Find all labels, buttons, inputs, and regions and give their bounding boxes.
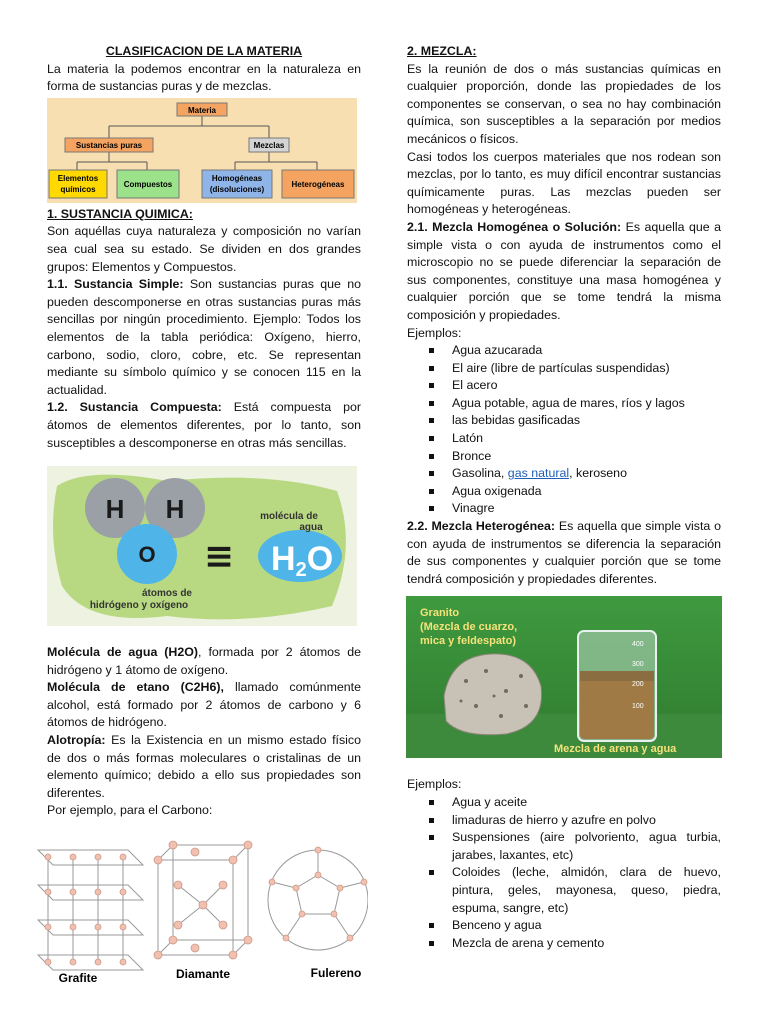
molecule-caption-1: molécula de	[260, 511, 318, 523]
h2o-subscript: 2	[295, 559, 307, 582]
page-title: CLASIFICACION DE LA MATERIA	[105, 44, 303, 58]
list-item: Mezcla de arena y cemento	[407, 935, 721, 953]
list-item: Suspensiones (aire polvoriento, agua turbia, jarabes, laxantes, etc)	[407, 829, 721, 864]
section-1-text: Son aquéllas cuya naturaleza y composición no varían sea cual sea su estado. Se dividen en dos grandes grupos: Elementos y Compuestos.	[47, 224, 361, 274]
section-2-1	[407, 219, 721, 325]
section-1-heading: 1. SUSTANCIA QUIMICA:	[47, 206, 193, 221]
section-2-1-text: Es aquella que a simple vista o con ayuda de instrumentos como el microscopio no se puede diferenciar la separación de sus componentes, constituye una masa homogénea y cualquier porción que se tome tendrá la misma composición y propiedades.	[407, 219, 721, 322]
hydrogen-label-1: H	[105, 494, 125, 525]
allotropy-label: Alotropía:	[47, 733, 106, 748]
section-1-2-label: 1.2. Sustancia Compuesta:	[47, 400, 222, 415]
section-1-1-label: 1.1. Sustancia Simple:	[47, 277, 184, 292]
list-item: Bronce	[407, 448, 721, 466]
left-column	[47, 43, 361, 820]
examples-heading-2: Ejemplos:	[407, 777, 462, 792]
graphite-structure	[38, 850, 143, 970]
section-2-2	[407, 518, 721, 588]
section-1-1	[47, 276, 361, 399]
atoms-caption-1: átomos de	[141, 588, 193, 600]
section-1-1-text: Son sustancias puras que no pueden descomponerse en otras sustancias puras más sencillas por ningún procedimiento. Ejemplo: Todos los elementos de la tabla periódica: Oxígeno, hierro, carbono, sodio, cloro, cobre, etc. Se representan mediante su símbolo químico y se conocen 115 en la actualidad.	[47, 277, 361, 397]
molecule-caption-2: agua	[299, 522, 323, 534]
section-2-2-text: Es aquella que simple vista o con ayuda de instrumentos se diferencia la separación de sus componentes y cualquier porción que se tome tendrá composición y propiedades diferentes.	[407, 519, 721, 586]
heterogeneous-examples-list	[407, 794, 721, 952]
diamond-label: Diamante	[175, 967, 231, 981]
granite-caption-2: (Mezcla de cuarzo,	[420, 621, 518, 634]
oxygen-label: O	[138, 542, 156, 568]
list-item: Vinagre	[407, 500, 721, 518]
gas-pre: Gasolina,	[452, 466, 508, 481]
ethane-paragraph	[47, 679, 361, 732]
box-elements-label-2: químicos	[60, 184, 96, 194]
list-item: Agua oxigenada	[407, 483, 721, 501]
box-materia-label: Materia	[187, 105, 217, 115]
box-compounds-label: Compuestos	[123, 179, 173, 189]
carbon-example: Por ejemplo, para el Carbono:	[47, 803, 213, 818]
gas-natural-link[interactable]: gas natural	[507, 466, 570, 481]
list-item	[407, 465, 721, 483]
list-item: Agua potable, agua de mares, ríos y lagos	[407, 395, 721, 413]
beaker-mark: 200	[632, 681, 644, 689]
granite-rock	[444, 654, 542, 735]
box-homog-label-1: Homogéneas	[211, 173, 263, 183]
granite-caption-3: mica y feldespato)	[420, 635, 516, 648]
list-item: Benceno y agua	[407, 917, 721, 935]
list-item: Latón	[407, 430, 721, 448]
h2o-o: O	[306, 540, 334, 579]
section-1-2-text: Está compuesta por átomos de elementos diferentes, por lo tanto, son susceptibles a descomponerse en otras más sencillas.	[47, 400, 362, 450]
box-homog-label-2: (disoluciones)	[209, 184, 265, 194]
h2o-h: H	[271, 540, 296, 579]
right-column	[407, 43, 721, 952]
ethane-label: Molécula de etano (C2H6),	[47, 680, 235, 695]
granite-caption-1: Granito	[420, 607, 460, 620]
list-item: Agua azucarada	[407, 342, 721, 360]
water-paragraph	[47, 644, 361, 679]
homogeneous-examples-list	[407, 342, 721, 518]
graphite-label: Grafite	[58, 971, 98, 985]
ethane-text: llamado comúnmente alcohol, está formado por 2 átomos de carbono y 6 átomos de hidrógeno.	[47, 680, 362, 730]
water-text: , formada por 2 átomos de hidrógeno y 1 átomo de oxígeno.	[47, 645, 361, 677]
beaker-mark: 400	[632, 641, 644, 649]
allotropy-text: Es la Existencia en un mismo estado físico de dos o más formas moleculares o cristalinas de un elemento químico; debido a ello sus propiedades son diferentes.	[47, 733, 361, 800]
section-2-2-label: 2.2. Mezcla Heterogénea:	[407, 519, 556, 534]
atoms-caption-2: hidrógeno y oxígeno	[89, 600, 189, 612]
section-1-2	[47, 399, 361, 452]
gas-post: , keroseno	[569, 466, 627, 481]
classification-diagram	[47, 98, 357, 203]
box-pure-label: Sustancias puras	[75, 140, 143, 150]
carbon-allotropes-figure	[28, 830, 368, 990]
fullerene-structure	[268, 850, 368, 950]
allotropy-paragraph	[47, 732, 361, 802]
hydrogen-label-2: H	[165, 494, 185, 525]
box-mix-label: Mezclas	[253, 140, 285, 150]
section-2-text-2: Casi todos los cuerpos materiales que nos rodean son mezclas, por lo tanto, es muy difícil encontrar sustancias químicamente puras. Las mezclas pueden ser homogéneas y heterogéneas.	[407, 149, 721, 217]
equivalence-symbol: ≡	[203, 536, 235, 578]
list-item: Agua y aceite	[407, 794, 721, 812]
list-item: Coloides (leche, almidón, clara de huevo, pintura, geles, mayonesa, queso, piedra, espuma, sangre, etc)	[407, 864, 721, 917]
list-item: El aire (libre de partículas suspendidas)	[407, 360, 721, 378]
box-hetero-label: Heterogéneas	[291, 179, 345, 189]
fullerene-label: Fulereno	[310, 966, 362, 980]
sand-water-caption: Mezcla de arena y agua	[554, 743, 677, 756]
heterogeneous-mixture-photo	[406, 596, 722, 758]
section-2-heading: 2. MEZCLA:	[407, 44, 477, 58]
intro-paragraph: La materia la podemos encontrar en la naturaleza en forma de sustancias puras y de mezclas.	[47, 61, 361, 94]
examples-heading-1: Ejemplos:	[407, 325, 462, 340]
box-elements-label-1: Elementos	[57, 173, 99, 183]
list-item: las bebidas gasificadas	[407, 412, 721, 430]
section-2-1-label: 2.1. Mezcla Homogénea o Solución:	[407, 219, 622, 234]
section-2-text-1: Es la reunión de dos o más sustancias químicas en cualquier proporción, donde las propiedades de los componentes se conservan, o sea no hay combinación química, son susceptibles a la separación por medios mecánicos o físicos.	[407, 61, 721, 146]
water-label: Molécula de agua (H2O)	[47, 645, 199, 660]
beaker-mark: 100	[632, 703, 644, 711]
list-item: limaduras de hierro y azufre en polvo	[407, 812, 721, 830]
list-item: El acero	[407, 377, 721, 395]
water-molecule-figure	[47, 466, 357, 626]
beaker-mark: 300	[632, 661, 644, 669]
